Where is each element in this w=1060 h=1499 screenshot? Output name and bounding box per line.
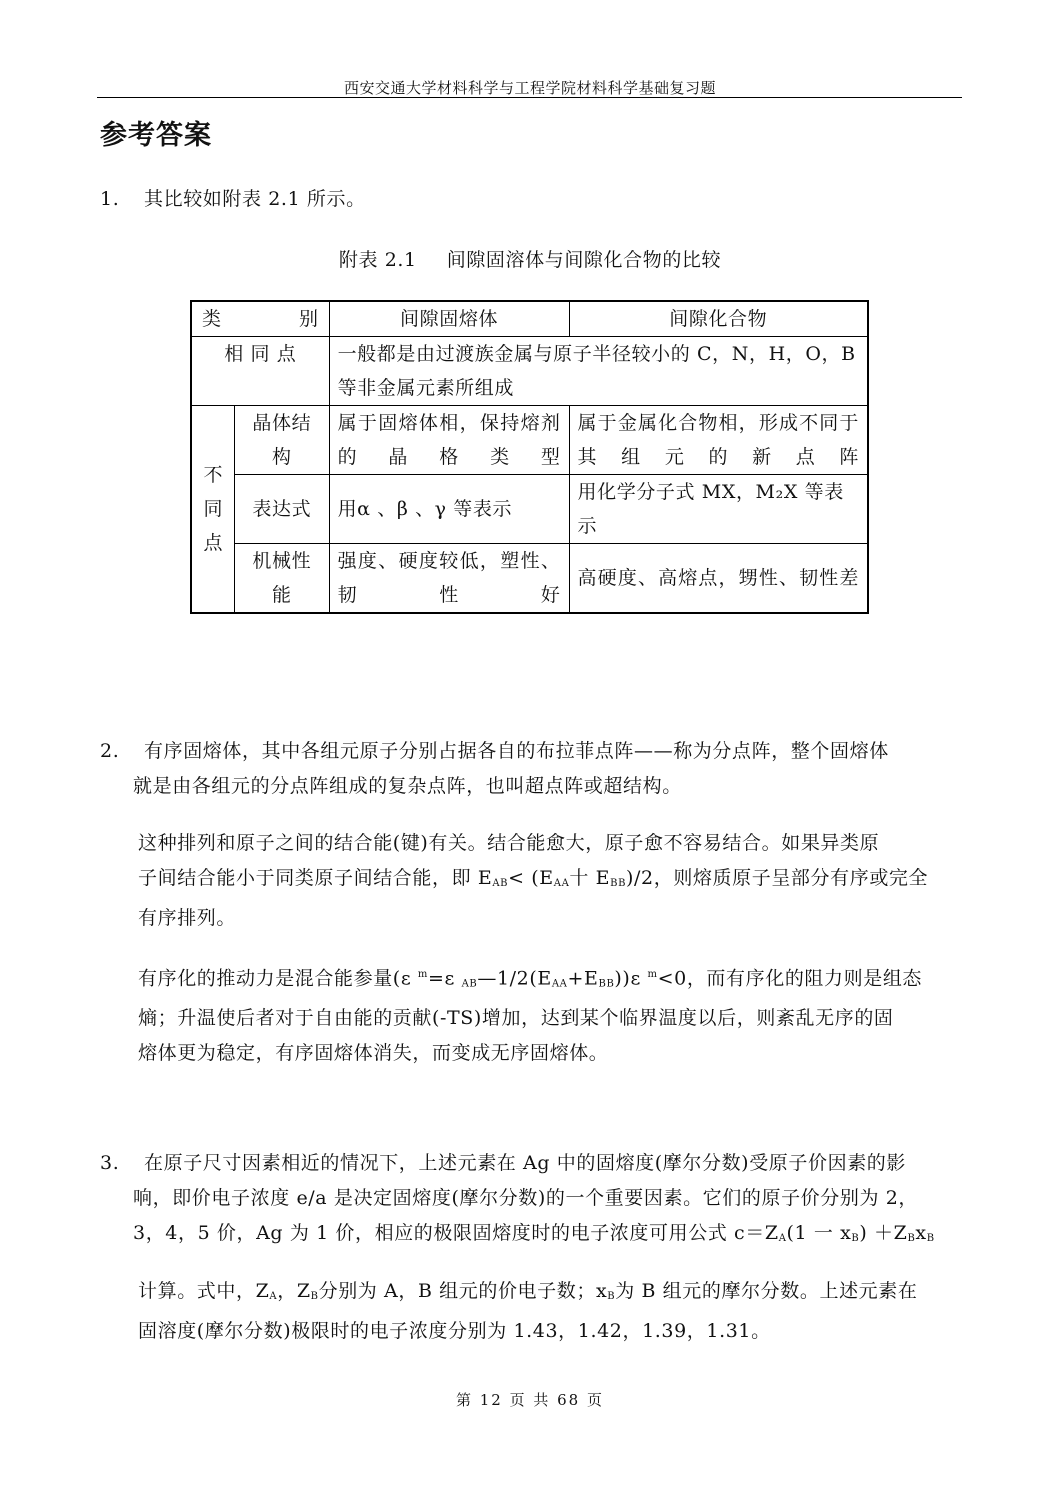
table-caption xyxy=(0,245,1060,272)
q1-intro xyxy=(100,182,366,217)
comparison-table xyxy=(190,300,869,614)
table-header-row xyxy=(191,301,868,337)
header-rule xyxy=(97,97,962,98)
page-header: 西安交通大学材料科学与工程学院材料科学基础复习题 xyxy=(343,79,716,97)
page-footer: 第 12 页 共 68 页 xyxy=(455,1391,604,1409)
section-title: 参考答案 xyxy=(100,120,212,151)
row-col2: 高硬度、高熔点，甥性、韧性差 xyxy=(569,544,868,614)
q3-paragraph-1: 3. 在原子尺寸因素相近的情况下，上述元素在 Ag 中的固熔度(摩尔分数)受原子价因素的影 响，即价电子浓度 e/a 是决定固熔度(摩尔分数)的一个重要因素。它们的原子价分别为 2， 3，4，5 价，Ag 为 1 价，相应的极限固熔度时的电子浓度可用公式 $c=Z_A(1$ 一 $x_B) +Z_Bx_B$ xyxy=(100,1146,935,1256)
q2-number: 2. xyxy=(100,740,120,762)
diff-label-cell: 不同点 xyxy=(191,406,235,614)
q1-number: 1. xyxy=(100,188,120,210)
q2-paragraph-1: 2. 有序固熔体，其中各组元原子分别占据各自的布拉菲点阵——称为分点阵，整个固熔体 就是由各组元的分点阵组成的复杂点阵，也叫超点阵或超结构。 xyxy=(100,734,889,804)
q1-text: 其比较如附表 2.1 所示。 xyxy=(144,188,366,210)
row-col1: 用α 、β 、γ 等表示 xyxy=(329,475,569,544)
row-col1: 属于固熔体相，保持熔剂的晶格类型 xyxy=(329,406,569,475)
row-label: 晶体结构 xyxy=(235,406,330,475)
caption-label: 附表 2.1 xyxy=(338,249,417,271)
same-text-cell: 一般都是由过渡族金属与原子半径较小的 C，N，H，O，B 等非金属元素所组成 xyxy=(329,337,868,406)
row-col1: 强度、硬度较低，塑性、韧性好 xyxy=(329,544,569,614)
header-category-cell: 类 别 xyxy=(191,301,329,337)
same-label-cell: 相 同 点 xyxy=(191,337,329,406)
table-row-crystal-structure xyxy=(191,406,868,475)
header-col-interstitial-compound: 间隙化合物 xyxy=(569,301,868,337)
table-row-mechanical xyxy=(191,544,868,614)
q3-number: 3. xyxy=(100,1152,120,1174)
caption-text: 间隙固溶体与间隙化合物的比较 xyxy=(446,249,722,271)
q3-paragraph-2: 计算。式中，$Z_A$，$Z_B$分别为 A，B 组元的价电子数；$x_B$为 B 组元的摩尔分数。上述元素在 固溶度(摩尔分数)极限时的电子浓度分别为 1.43，1.42，1.39，1.31。 xyxy=(138,1280,918,1342)
table-row-expression xyxy=(191,475,868,544)
row-col2: 用化学分子式 MX，M₂X 等表示 xyxy=(569,475,868,544)
row-label: 表达式 xyxy=(235,475,330,544)
header-col-interstitial-solid-solution: 间隙固熔体 xyxy=(329,301,569,337)
row-col2: 属于金属化合物相，形成不同于其组元的新点阵 xyxy=(569,406,868,475)
q2-paragraph-3: 有序化的推动力是混合能参量(ε $^m$=ε $_{AB}—1/2(E_{AA}+E_{BB}))\varepsilon$ $^m$<0，而有序化的阻力则是组态 熵；升温使后者对于自由能的贡献(-TS)增加，达到某个临界温度以后，则紊乱无序的固 熔体更为稳定，有序固熔体消失，而变成无序固熔体。 xyxy=(138,967,923,1065)
row-label: 机械性能 xyxy=(235,544,330,614)
table-row-same xyxy=(191,337,868,406)
q2-paragraph-2: 这种排列和原子之间的结合能(键)有关。结合能愈大，原子愈不容易结合。如果异类原 子间结合能小于同类原子间结合能，即 $E_{AB}< (E_{AA}$十 $E_{BB})/2$，则熔质原子呈部分有序或完全 有序排列。 xyxy=(138,832,929,929)
